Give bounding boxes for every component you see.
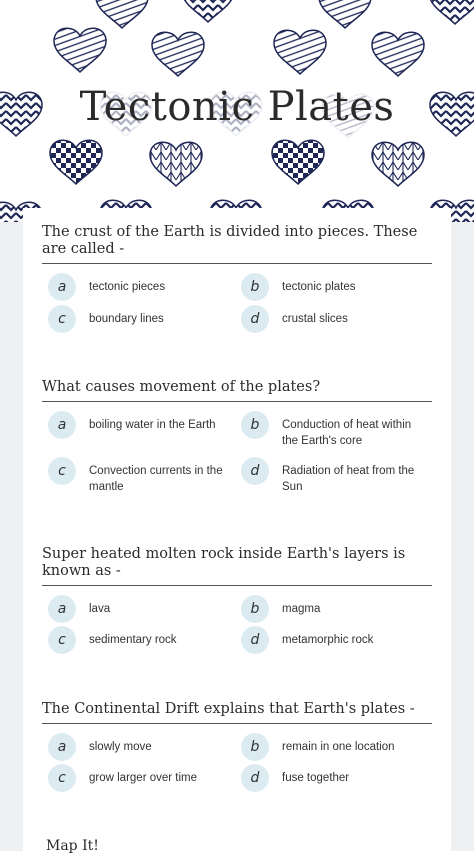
option-text: fuse together (282, 772, 350, 784)
question-4-divider (42, 723, 432, 724)
question-4-text: The Continental Drift explains that Earth's plates - (42, 701, 415, 717)
option-text: Conduction of heat within the Earth's core (282, 419, 412, 447)
option-text: slowly move (89, 741, 152, 753)
question-3-text: Super heated molten rock inside Earth's layers is known as - (42, 546, 406, 579)
header-banner (0, 0, 474, 222)
option-letter-badge: a (48, 411, 76, 439)
option-text: remain in one location (282, 741, 395, 753)
option-text: crustal slices (282, 313, 348, 325)
option-letter-badge: b (241, 733, 269, 761)
worksheet-card (23, 208, 451, 868)
question-3-divider (42, 585, 432, 586)
option-text: Radiation of heat from the Sun (282, 465, 415, 493)
option-text: boiling water in the Earth (89, 419, 216, 431)
question-2-text: What causes movement of the plates? (42, 379, 321, 395)
option-text: metamorphic rock (282, 634, 374, 646)
option-letter-badge: c (48, 457, 76, 485)
option-text: tectonic pieces (89, 281, 166, 293)
option-letter-badge: a (48, 273, 76, 301)
question-1-divider (42, 263, 432, 264)
option-text: Convection currents in the mantle (89, 465, 223, 493)
option-text: tectonic plates (282, 281, 356, 293)
option-letter-badge: d (241, 457, 269, 485)
option-letter-badge: d (241, 764, 269, 792)
option-letter-badge: b (241, 273, 269, 301)
option-letter-badge: c (48, 626, 76, 654)
option-text: sedimentary rock (89, 634, 177, 646)
question-1-text: The crust of the Earth is divided into pieces. These are called - (42, 224, 418, 257)
option-text: grow larger over time (89, 772, 198, 784)
option-text: magma (282, 603, 321, 615)
option-letter-badge: c (48, 764, 76, 792)
option-text: lava (89, 603, 111, 615)
option-text: boundary lines (89, 313, 164, 325)
option-letter-badge: b (241, 411, 269, 439)
page-title: Tectonic Plates (79, 84, 395, 130)
option-letter-badge: d (241, 305, 269, 333)
option-letter-badge: d (241, 626, 269, 654)
question-2-divider (42, 401, 432, 402)
option-letter-badge: a (48, 733, 76, 761)
option-letter-badge: a (48, 595, 76, 623)
option-letter-badge: c (48, 305, 76, 333)
option-letter-badge: b (241, 595, 269, 623)
next-section-title: Map It! (46, 838, 99, 854)
